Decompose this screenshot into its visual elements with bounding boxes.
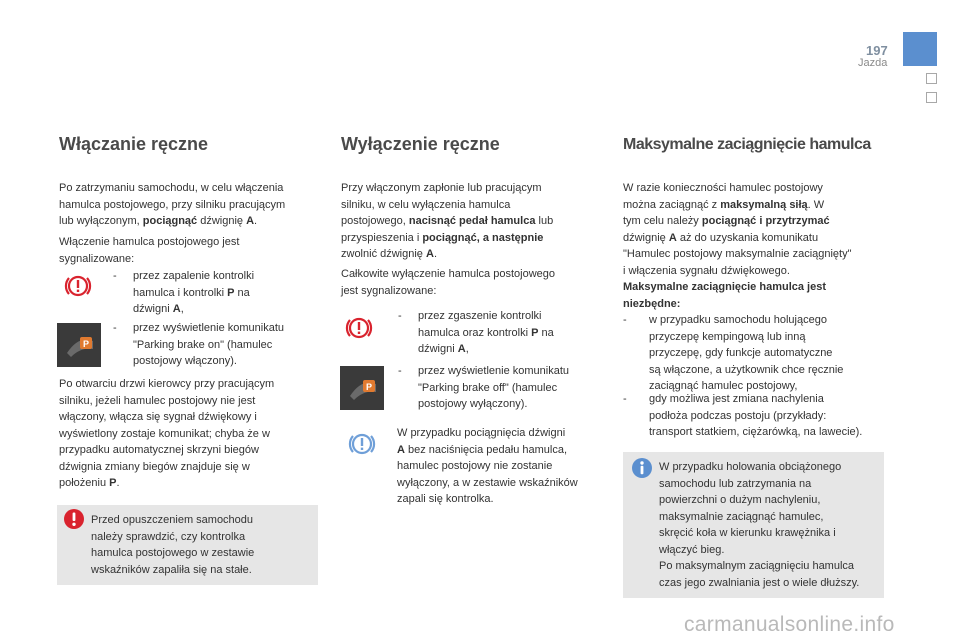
chapter-tab-marker: [926, 73, 937, 84]
brake-warning-icon: [343, 312, 375, 344]
chapter-tab: [903, 32, 937, 66]
brake-info-icon: [346, 428, 378, 460]
exclamation-warning-icon: [63, 508, 85, 530]
svg-text:P: P: [365, 382, 373, 392]
paragraph: Po zatrzymaniu samochodu, w celu włączenia hamulca postojowego, przy silniku pracującym lub wyłączonym, pociągnąć dźwignię A.: [59, 182, 286, 227]
list-item: - przez zapalenie kontrolki hamulca i kontrolki P na dźwigni A,: [113, 270, 255, 315]
info-paragraph: W przypadku pociągnięcia dźwigni A bez naciśnięcia pedału hamulca, hamulec postojowy nie zostanie wyłączony, a w zestawie wskaźników zapali się kontrolka.: [397, 427, 578, 505]
page-number: 197: [866, 43, 888, 58]
chapter-tab-marker: [926, 92, 937, 103]
list-item: - przez wyświetlenie komunikatu "Parking brake off" (hamulec postojowy wyłączony).: [398, 365, 570, 410]
paragraph: Po otwarciu drzwi kierowcy przy pracującym silniku, jeżeli hamulec postojowy nie jest włączony, włącza się sygnał dźwiękowy i wyświetlony zostaje komunikat; chyba że w przypadku automatycznej skrzyni biegów dźwignia zmiany biegów znajduje się w położeniu P.: [59, 378, 275, 489]
section-label: Jazda: [858, 57, 888, 69]
parking-brake-lever-icon: [57, 323, 101, 367]
parking-brake-lever-icon: [340, 366, 384, 410]
brake-warning-icon: [62, 270, 94, 302]
paragraph: W razie konieczności hamulec postojowy można zaciągnąć z maksymalną siłą. W tym celu należy pociągnąć i przytrzymać dźwignię A aż do uzyskania komunikatu "Hamulec postojowy maksymalnie zaciągnięty" i włączenia sygnału dźwiękowego. Maksymalne zaciągnięcie hamulca jest niezbędne:: [623, 182, 852, 310]
svg-text:P: P: [82, 339, 90, 349]
info-note-text: W przypadku holowania obciążonego samochodu lub zatrzymania na powierzchni o dużym nachyleniu, maksymalnie zaciągnąć hamulec, skręcić koła w kierunku krawężnika i włączyć bieg. Po maksymalnym zaciągnięciu hamulca czas jego zwalniania jest o wiele dłuższy.: [659, 461, 860, 589]
list-item: - przez zgaszenie kontrolki hamulca oraz kontrolki P na dźwigni A,: [398, 310, 554, 355]
watermark: carmanualsonline.info: [684, 613, 895, 636]
section-title-manual-engage: Włączanie ręczne: [59, 134, 209, 154]
warning-note-text: Przed opuszczeniem samochodu należy sprawdzić, czy kontrolka hamulca postojowego w zestawie wskaźników zapaliła się na stałe.: [91, 514, 255, 576]
list-item: - gdy możliwa jest zmiana nachylenia podłoża podczas postoju (przykłady: transport statkiem, ciężarówką, na lawecie).: [623, 393, 863, 438]
paragraph: Przy włączonym zapłonie lub pracującym silniku, w celu wyłączenia hamulca postojowego, nacisnąć pedał hamulca lub przyspieszenia i pociągnąć, a następnie zwolnić dźwignię A.: [341, 182, 554, 260]
section-title-max-brake: Maksymalne zaciągnięcie hamulca: [623, 136, 871, 153]
paragraph: Włączenie hamulca postojowego jest sygnalizowane:: [59, 236, 240, 265]
info-icon: [631, 457, 653, 479]
list-item: - w przypadku samochodu holującego przyczepę kempingową lub inną przyczepę, gdy funkcje automatyczne są włączone, a użytkownik chce ręcznie zaciągnąć hamulec postojowy,: [623, 314, 844, 392]
section-title-manual-release: Wyłączenie ręczne: [341, 134, 500, 154]
list-item: - przez wyświetlenie komunikatu "Parking brake on" (hamulec postojowy włączony).: [113, 322, 285, 367]
paragraph: Całkowite wyłączenie hamulca postojowego jest sygnalizowane:: [341, 268, 556, 297]
